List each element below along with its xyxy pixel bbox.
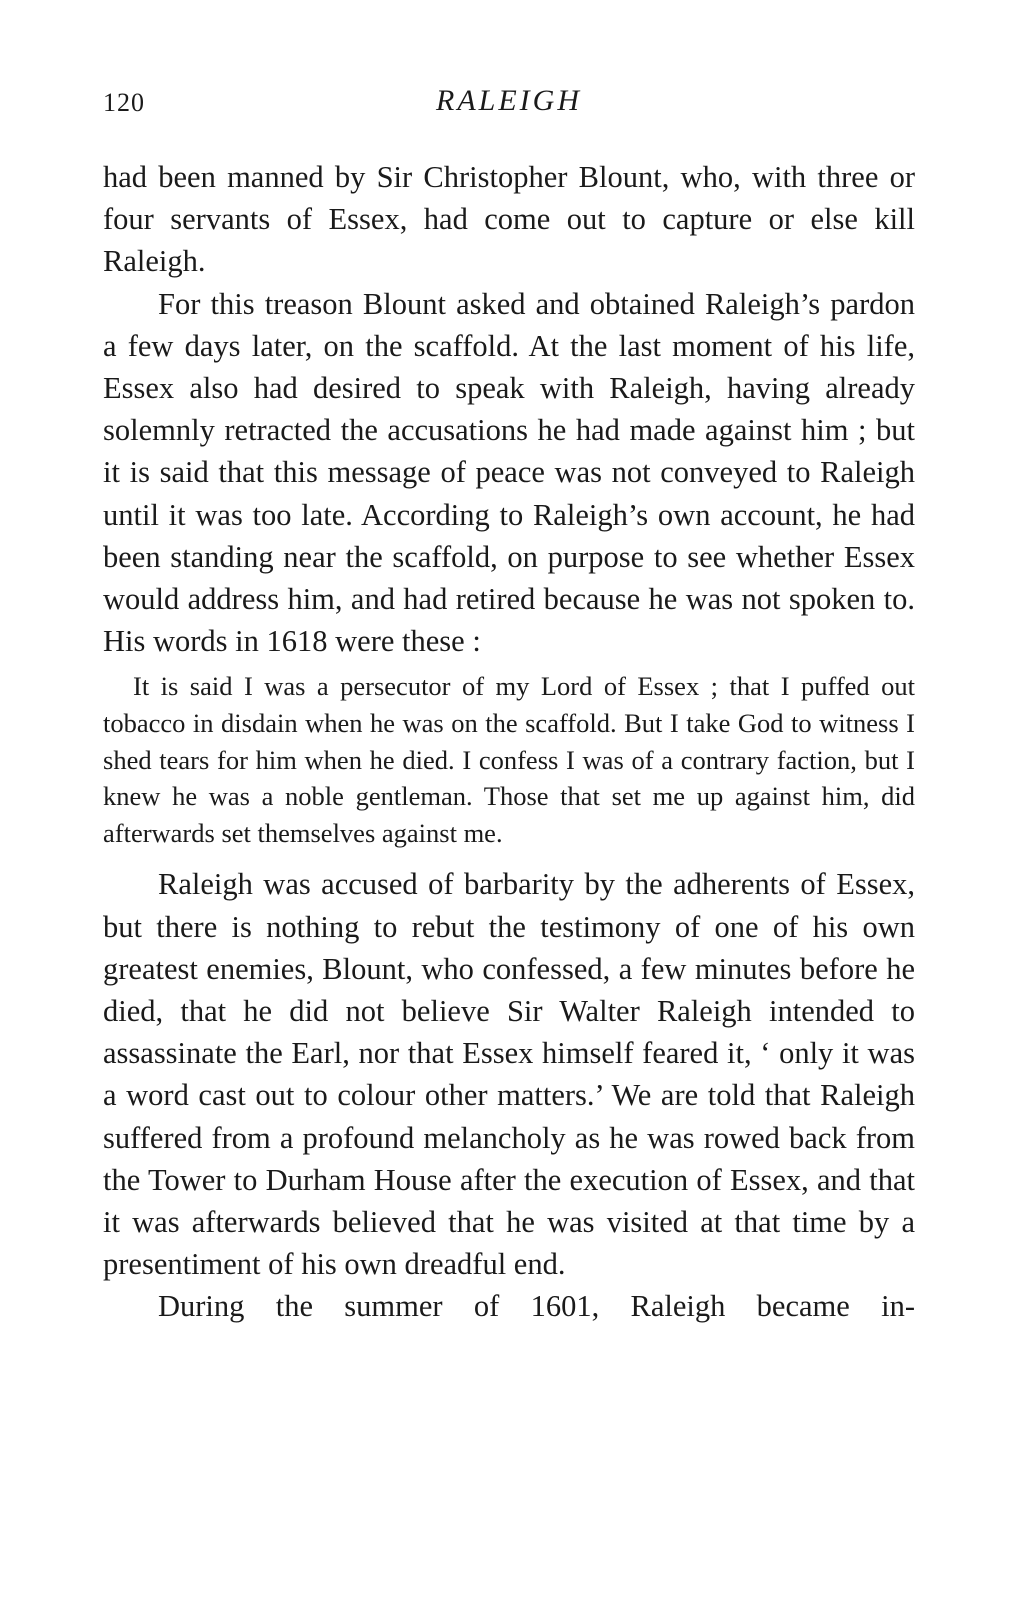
body-text — [103, 156, 915, 1328]
page-header — [103, 84, 915, 124]
block-quote: It is said I was a persecutor of my Lord of Essex ; that I puffed out tobacco in disdain when he was on the scaffold. But I take God to witness I shed tears for him when he died. I confess I was of a contrary faction, but I knew he was a noble gentleman. Those that set me up against him, did afterwards set themselves against me. — [103, 671, 915, 848]
paragraph-summer-1601: During the summer of 1601, Raleigh became in- — [158, 1289, 915, 1324]
paragraph-blount-pardon: For this treason Blount asked and obtained Raleigh’s pardon a few days later, on the scaffold. At the last moment of his life, Essex also had desired to speak with Raleigh, having already solemnly retracted the accusations he had made against him ; but it is said that this message of peace was not conveyed to Raleigh until it was too late. According to Raleigh’s own account, he had been standing near the scaffold, on purpose to see whether Essex would address him, and had retired because he was not spoken to. His words in 1618 were these : — [103, 286, 915, 659]
page-number: 120 — [103, 88, 145, 117]
running-head: RALEIGH — [436, 84, 582, 117]
paragraph-continuation: had been manned by Sir Christopher Blount, who, with three or four servants of Essex, had come out to capture or else kill Raleigh. — [103, 160, 915, 279]
paragraph-barbarity: Raleigh was accused of barbarity by the adherents of Essex, but there is nothing to rebut the testimony of one of his own greatest enemies, Blount, who confessed, a few minutes before he died, that he did not believe Sir Walter Raleigh intended to assassinate the Earl, nor that Essex himself feared it, ‘ only it was a word cast out to colour other matters.’ We are told that Raleigh suffered from a profound melancholy as he was rowed back from the Tower to Durham House after the execution of Essex, and that it was afterwards believed that he was visited at that time by a presentiment of his own dreadful end. — [103, 867, 915, 1282]
